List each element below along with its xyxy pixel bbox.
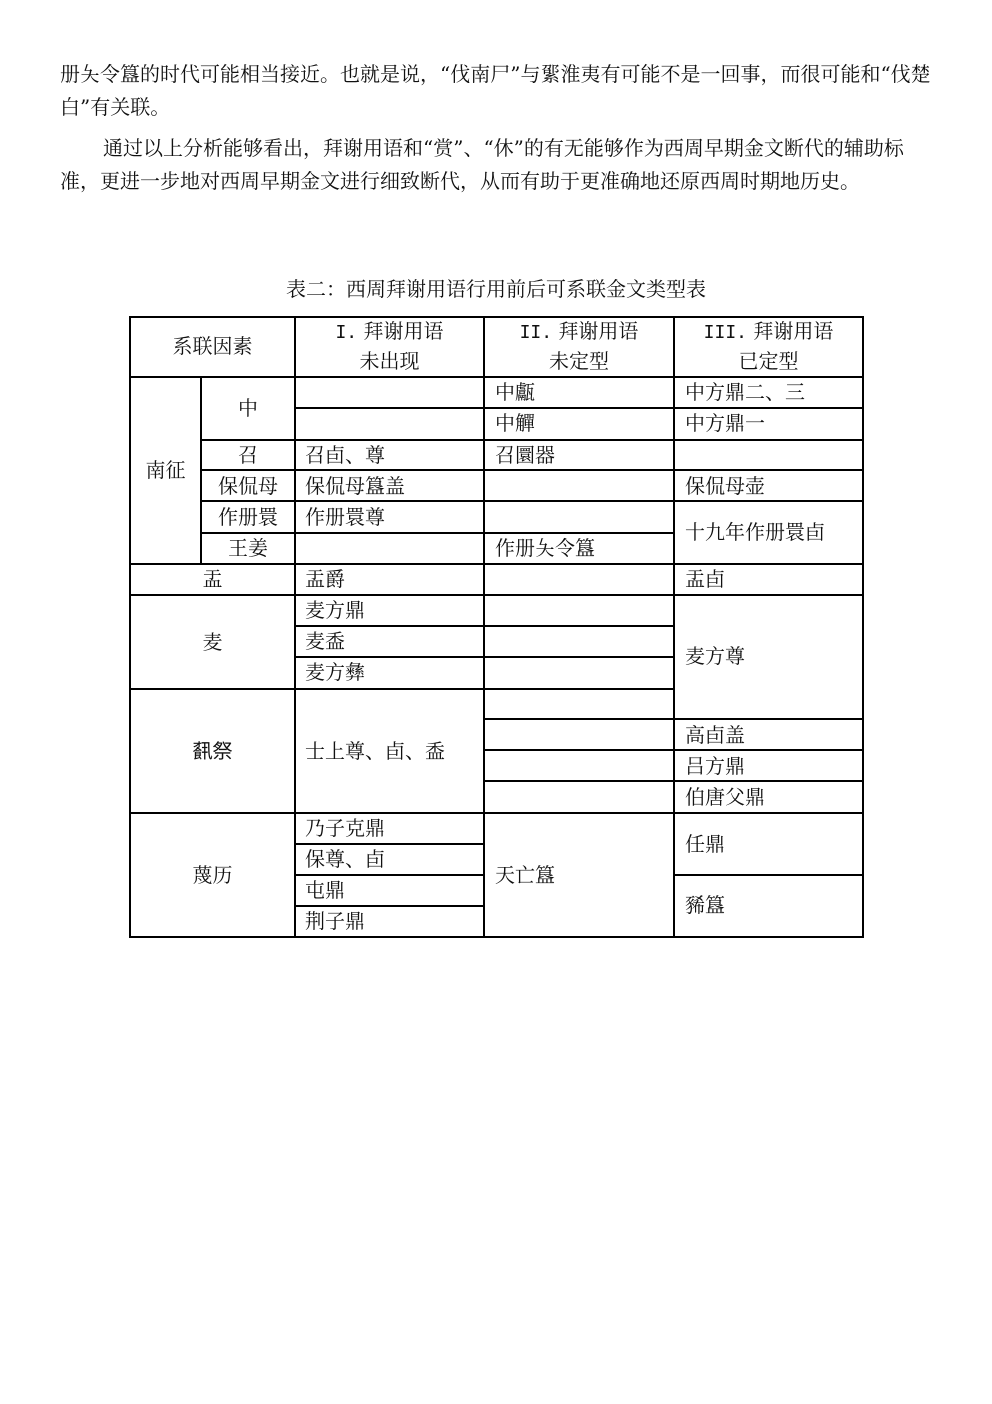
cell-gao-you-gai: 高卣盖 — [685, 723, 745, 747]
cell-tianwang-gui: 天亡簋 — [495, 863, 555, 887]
table-caption: 表二：西周拜谢用语行用前后可系联金文类型表 — [286, 277, 706, 301]
header-col1-num: I. — [335, 322, 358, 343]
cell-zcj-you19: 十九年作册睘卣 — [685, 520, 825, 544]
cell-bkm-gui-gai: 保侃母簋盖 — [305, 474, 405, 498]
subgroup-zhong: 中 — [238, 396, 258, 420]
cell-yu-you: 盂卣 — [685, 567, 725, 591]
header-col3-sub: 已定型 — [738, 349, 799, 373]
header-col1-title-text: 拜谢用语 — [363, 319, 444, 343]
group-mieli: 蔑历 — [192, 863, 233, 887]
cell-ren-ding: 任鼎 — [685, 832, 725, 856]
subgroup-baokanmu: 保侃母 — [218, 474, 278, 498]
cell-mai-he: 麦盉 — [305, 629, 345, 653]
cell-yu-jue: 盂爵 — [305, 567, 345, 591]
group-yu: 盂 — [202, 567, 223, 591]
group-nanzheng: 南征 — [145, 458, 186, 482]
subgroup-zuocejiong: 作册睘 — [218, 505, 278, 529]
subgroup-zhao: 召 — [238, 443, 258, 467]
cell-mai-fangding: 麦方鼎 — [305, 598, 365, 622]
header-col3-title-text: 拜谢用语 — [753, 319, 834, 343]
cell-tun-ding: 屯鼎 — [305, 878, 345, 902]
cell-zhong-yan: 中甗 — [495, 380, 535, 404]
cell-naizike-ding: 乃子克鼎 — [305, 816, 385, 840]
cell-mai-fangyi: 麦方彝 — [305, 660, 365, 684]
header-col1-sub: 未出现 — [359, 349, 420, 373]
cell-shishang: 士上尊、卣、盉 — [305, 739, 445, 763]
cell-jingzi-ding: 荆子鼎 — [305, 909, 365, 933]
yanji-label: 祭 — [212, 739, 233, 763]
header-col2-sub: 未定型 — [549, 349, 609, 373]
paragraph-1: 册夨令簋的时代可能相当接近。也就是说，“伐南尸”与綤淮夷有可能不是一回事，而很可能和“伐楚白”有关联。 — [60, 62, 931, 119]
cell-zhao-yuanqi: 召圜器 — [495, 443, 555, 467]
yanji-glyph: 𩛥 — [192, 739, 213, 763]
cell-zhao-you-zun: 召卣、尊 — [305, 443, 385, 467]
header-col2-title-text: 拜谢用语 — [558, 319, 639, 343]
cell-bao-zun-you: 保尊、卣 — [305, 847, 385, 871]
header-col2-title — [484, 316, 674, 348]
header-col2-num: II. — [519, 322, 553, 343]
group-mai: 麦 — [202, 630, 223, 654]
cell-lv-fangding: 吕方鼎 — [685, 754, 745, 778]
cell-botangfu-ding: 伯唐父鼎 — [685, 785, 765, 809]
cell-zhong-fangding1: 中方鼎一 — [685, 411, 765, 435]
subgroup-wangjiang: 王姜 — [228, 536, 268, 560]
cell-xi-gui: 豨簋 — [685, 893, 725, 917]
cell-mai-fangzun: 麦方尊 — [685, 644, 745, 668]
group-yanji — [130, 736, 295, 766]
header-col1-title — [295, 316, 484, 348]
cell-bkm-hu: 保侃母壶 — [685, 474, 765, 498]
header-col3-num: III. — [703, 322, 747, 343]
cell-zhong-zhi: 中觶 — [495, 411, 535, 435]
cell-zcj-zun: 作册睘尊 — [305, 505, 385, 529]
cell-zhong-fangding23: 中方鼎二、三 — [685, 380, 805, 404]
header-factor: 系联因素 — [172, 334, 253, 358]
cell-zuoce-ze-ling-gui: 作册夨令簋 — [495, 536, 595, 560]
paragraph-2: 通过以上分析能够看出，拜谢用语和“赏”、“休”的有无能够作为西周早期金文断代的辅助标准，更进一步地对西周早期金文进行细致断代，从而有助于更准确地还原西周时期地历史。 — [60, 136, 904, 193]
header-col3-title — [674, 316, 863, 348]
